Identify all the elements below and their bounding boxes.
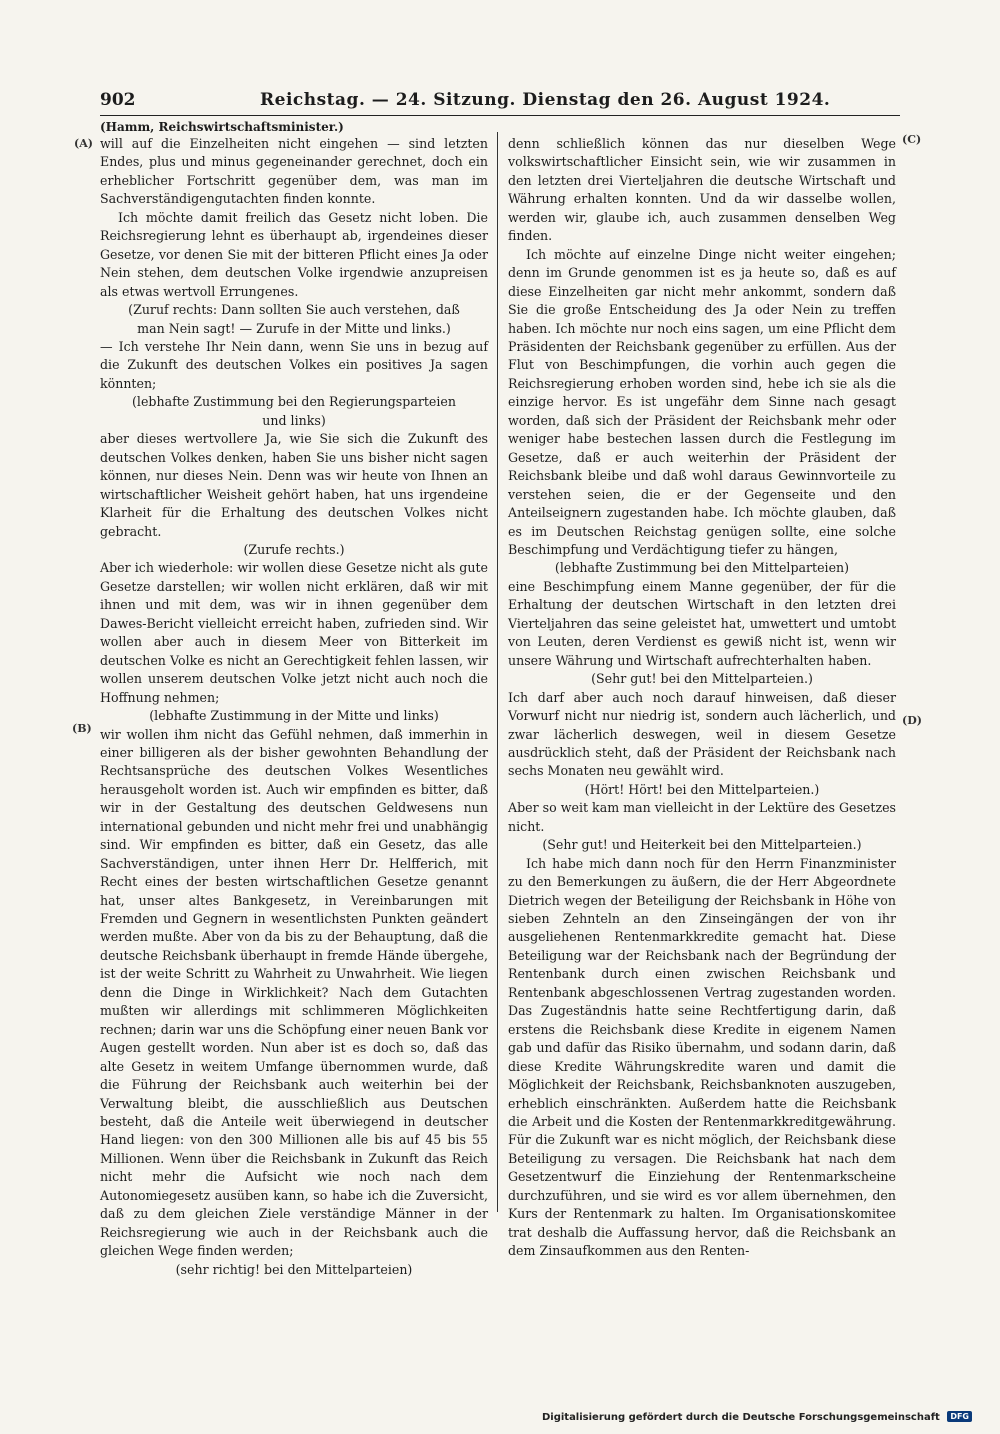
paragraph: Aber ich wiederhole: wir wollen diese Gesetze nicht als gute Gesetze darstellen; wir wollen nicht erklären, daß wir mit ihnen und mit dem, was wir in ihnen gegenüber dem Dawes-Bericht vielleicht erreicht haben, zufrieden sind. Wir wollen aber auch in diesem Meer von Bitterkeit im deutschen Volke es nicht an Gerechtigkeit fehlen lassen, wir wollen unserem deutschen Volke jetzt nicht auch noch die Hoffnung nehmen; bbox=[100, 560, 488, 705]
margin-mark-b: (B) bbox=[72, 722, 92, 735]
interjection: (Sehr gut! bei den Mittelparteien.) bbox=[591, 671, 813, 687]
page-header bbox=[100, 90, 900, 116]
paragraph: Ich möchte auf einzelne Dinge nicht weiter eingehen; denn im Grunde genommen ist es ja heute so, daß es auf diese Einzelheiten gar nicht mehr ankommt, sondern daß Sie die große Entscheidung des Ja oder Nein zu treffen haben. Ich möchte nur noch eins sagen, um eine Pflicht dem Präsidenten der Reichsbank gegenüber zu erfüllen. Aus der Flut von Beschimpfungen, die vorhin auch gegen die Reichsregierung erhoben worden sind, hebe ich sie als die einzige hervor. Es ist ungefähr dem Sinne nach gesagt worden, daß sich der Präsident der Reichsbank mehr oder weniger habe bestechen lassen durch die Festlegung im Gesetze, daß er auch weiterhin der Präsident der Reichsbank bleibe und daß wohl daraus Gewinnvorteile zu verstehen seien, die er der Gegenseite und den Anteilseignern zugestanden habe. Ich möchte glauben, daß es im Deutschen Reichstag genügen sollte, eine solche Beschimpfung und Verdächtigung tiefer zu hängen, bbox=[508, 246, 896, 557]
interjection: (lebhafte Zustimmung in der Mitte und links) bbox=[149, 708, 439, 724]
paragraph: wir wollen ihm nicht das Gefühl nehmen, daß immerhin in einer billigeren als der bisher gewohnten Behandlung der Rechtsansprüche des deutschen Volkes Wesentliches herausgeholt worden ist. Auch wir empfinden es bitter, daß wir in der Gestaltung des deutschen Geldwesens nun international gebunden und nicht mehr frei und unabhängig sind. Wir empfinden es bitter, daß ein Gesetz, das alle Sachverständigen, unter ihnen Herr Dr. Helfferich, mit Recht eines der besten wirtschaftlichen Gesetze genannt hat, unser altes Bankgesetz, in Vereinbarungen mit Fremden und Gegnern in wesentlichsten Punkten geändert werden mußte. Aber von da bis zu der Behauptung, daß die deutsche Reichsbank überhaupt in fremde Hände übergehe, ist der weite Schritt zu Wahrheit zu Unwahrheit. Wie liegen denn die Dinge in Wirklichkeit? Nach dem Gutachten mußten wir allerdings mit schlimmeren Möglichkeiten rechnen; darin war uns die Schöpfung einer neuen Bank vor Augen gestellt worden. Nun aber ist es doch so, daß das alte Gesetz in weitem Umfange übernommen wurde, daß die Führung der Reichsbank auch weiterhin bei der Verwaltung bleibt, die ausschließlich aus Deutschen besteht, daß die Anteile weit überwiegend in deutscher Hand liegen: von den 300 Millionen alle bis auf 45 bis 55 Millionen. Wenn über die Reichsbank in Zukunft das Reich nicht mehr die Aufsicht wie noch nach dem Autonomiegesetz ausüben kann, so habe ich die Zuversicht, daß zu dem gleichen Ziele verständige Männer in der Reichsregierung wie auch in der Reichsbank auch die gleichen Wege finden werden; bbox=[100, 726, 488, 1259]
paragraph: Ich möchte damit freilich das Gesetz nicht loben. Die Reichsregierung lehnt es überhaupt ab, irgendeines dieser Gesetze, vor denen Sie mit der bitteren Pflicht eines Ja oder Nein stehen, dem deutschen Volke irgendwie anzupreisen als etwas wertvoll Errungenes. bbox=[100, 209, 488, 299]
interjection: (Hört! Hört! bei den Mittelparteien.) bbox=[584, 781, 820, 797]
left-column bbox=[100, 135, 488, 1279]
dfg-logo: DFG bbox=[947, 1411, 972, 1422]
interjection: (lebhafte Zustimmung bei den Mittelparteien) bbox=[554, 560, 850, 576]
paragraph: will auf die Einzelheiten nicht eingehen — sind letzten Endes, plus und minus gegeneinander gerechnet, doch ein erheblicher Fortschritt gegenüber dem, was man im Sachverständigengutachten finden konnte. bbox=[100, 136, 488, 207]
margin-mark-c: (C) bbox=[902, 133, 922, 146]
paragraph: denn schließlich können das nur dieselben Wege volkswirtschaftlicher Einsicht sein, wie wir zusammen in den letzten drei Vierteljahren die deutsche Wirtschaft und Währung erhalten konnten. Und da wir dasselbe wollen, werden wir, glaube ich, auch zusammen denselben Weg finden. bbox=[508, 136, 896, 244]
interjection: (Zuruf rechts: Dann sollten Sie auch verstehen, daß man Nein sagt! — Zurufe in der Mitte und links.) bbox=[128, 302, 460, 336]
right-column bbox=[508, 135, 896, 1261]
margin-mark-a: (A) bbox=[74, 137, 93, 150]
speaker-line: (Hamm, Reichswirtschaftsminister.) bbox=[100, 120, 344, 134]
interjection: (Zurufe rechts.) bbox=[243, 541, 345, 557]
paragraph: — Ich verstehe Ihr Nein dann, wenn Sie uns in bezug auf die Zukunft des deutschen Volkes ein positives Ja sagen könnten; bbox=[100, 338, 488, 391]
paragraph: Aber so weit kam man vielleicht in der Lektüre des Gesetzes nicht. bbox=[508, 800, 896, 834]
credit-text: Digitalisierung gefördert durch die Deutsche Forschungsgemeinschaft bbox=[541, 1412, 940, 1423]
interjection: (Sehr gut! und Heiterkeit bei den Mittelparteien.) bbox=[542, 837, 862, 853]
header-rule bbox=[100, 115, 900, 116]
paragraph: eine Beschimpfung einem Manne gegenüber, der für die Erhaltung der deutschen Wirtschaft in den letzten drei Vierteljahren das seine geleistet hat, umwettert und umtobt von Leuten, deren Verdienst es gewiß nicht ist, wenn wir unsere Währung und Wirtschaft aufrechterhalten haben. bbox=[508, 578, 896, 668]
interjection: (sehr richtig! bei den Mittelparteien) bbox=[175, 1261, 413, 1277]
paragraph: aber dieses wertvollere Ja, wie Sie sich die Zukunft des deutschen Volkes denken, haben Sie uns bisher nicht sagen können, nur dieses Nein. Denn was wir heute von Ihnen an wirtschaftlicher Weisheit gehört haben, hat uns irgendeine Klarheit für die Erhaltung des deutschen Volkes nicht gebracht. bbox=[100, 431, 488, 539]
running-title: Reichstag. — 24. Sitzung. Dienstag den 26. August 1924. bbox=[260, 90, 831, 110]
interjection: (lebhafte Zustimmung bei den Regierungsparteien und links) bbox=[132, 394, 456, 428]
page-number: 902 bbox=[100, 90, 136, 110]
digitization-credit bbox=[542, 1411, 972, 1423]
paragraph: Ich darf aber auch noch darauf hinweisen, daß dieser Vorwurf nicht nur niedrig ist, sondern auch lächerlich, und zwar lächerlich deswegen, weil in diesem Gesetze ausdrücklich steht, daß der Präsident der Reichsbank nach sechs Monaten neu gewählt wird. bbox=[508, 689, 896, 779]
paragraph: Ich habe mich dann noch für den Herrn Finanzminister zu den Bemerkungen zu äußern, die der Herr Abgeordnete Dietrich wegen der Beteiligung der Reichsbank in Höhe von sieben Zehnteln an den Zinseingängen der von ihr ausgeliehenen Rentenmarkkredite gemacht hat. Diese Beteiligung war der Reichsbank nach der Begründung der Rentenbank durch einen zwischen Reichsbank und Rentenbank abgeschlossenen Vertrag zugestanden worden. Das Zugeständnis hatte seine Rechtfertigung darin, daß erstens die Reichsbank diese Kredite in eigenem Namen gab und dafür das Risiko übernahm, und sodann darin, daß diese Kredite Währungskredite waren und damit die Möglichkeit der Reichsbank, Reichsbanknoten auszugeben, erheblich einschränkten. Außerdem hatte die Reichsbank die Arbeit und die Kosten der Rentenmarkkreditgewährung. Für die Zukunft war es nicht möglich, der Reichsbank diese Beteiligung zu versagen. Die Reichsbank hat nach dem Gesetzentwurf die Einziehung der Rentenmarkscheine durchzuführen, und sie wird es vor allem übernehmen, den Kurs der Rentenmark zu halten. Im Organisationskomitee trat deshalb die Auffassung hervor, daß die Reichsbank an dem Zinsaufkommen aus den Renten- bbox=[508, 855, 896, 1259]
margin-mark-d: (D) bbox=[902, 714, 922, 727]
column-divider bbox=[497, 132, 498, 1212]
